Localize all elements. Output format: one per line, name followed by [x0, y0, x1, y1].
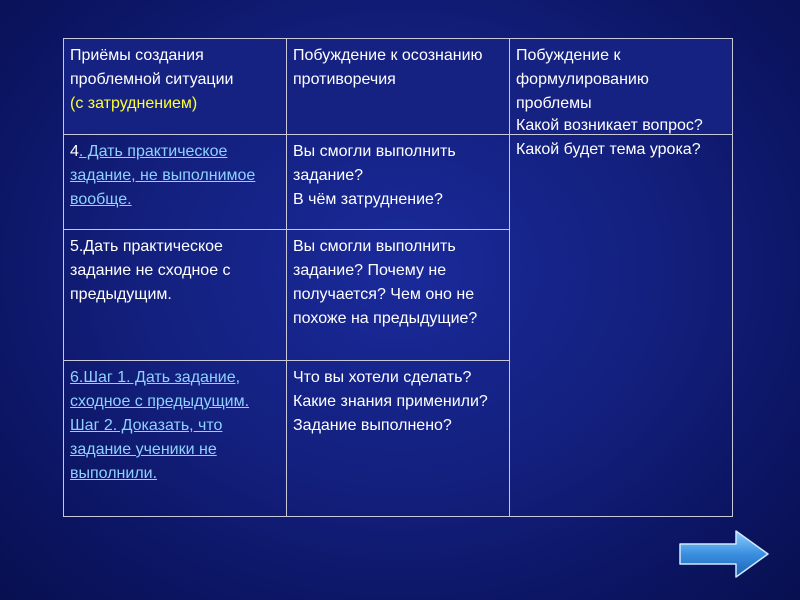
merged-question-line1: Какой возникает вопрос? [516, 117, 703, 134]
prompt-6-text: Что вы хотели сделать? Какие знания применили? Задание выполнено? [293, 369, 488, 434]
technique-link-4[interactable]: . Дать практическое задание, не выполнимое вообще. [70, 143, 256, 208]
technique-cell-4 [64, 135, 287, 230]
merged-question-line2: Какой будет тема урока? [516, 141, 701, 158]
technique-cell-5 [64, 230, 287, 361]
merged-question-cell [510, 117, 733, 517]
technique-link-6-step1[interactable]: 6.Шаг 1. Дать задание, сходное с предыдущим. [70, 369, 250, 410]
problem-methods-table [63, 38, 733, 517]
prompt-cell-5 [287, 230, 510, 361]
header-cell-methods [64, 39, 287, 135]
prompt-5-text: Вы смогли выполнить задание? Почему не получается? Чем оно не похоже на предыдущие? [293, 238, 478, 327]
technique-link-6-step2[interactable]: Шаг 2. Доказать, что задание ученики не выполнили. [70, 417, 223, 482]
header-methods-text: Приёмы создания проблемной ситуации [70, 47, 234, 88]
prompt-cell-6 [287, 361, 510, 517]
header-difficulty-note: (с затруднением) [70, 95, 198, 112]
technique-cell-6 [64, 361, 287, 517]
header-contradiction-text: Побуждение к осознанию противоречия [293, 47, 483, 88]
prompt-cell-4 [287, 135, 510, 230]
right-arrow-icon[interactable] [678, 528, 770, 580]
header-formulation-text: Побуждение к формулированию проблемы [516, 47, 649, 112]
technique-5-text: 5.Дать практическое задание не сходное с предыдущим. [70, 238, 231, 303]
prompt-4-line1: Вы смогли выполнить задание? [293, 143, 456, 184]
table-row [64, 135, 733, 230]
technique-number: 4 [70, 143, 79, 160]
prompt-4-line2: В чём затруднение? [293, 191, 443, 208]
header-cell-contradiction [287, 39, 510, 135]
